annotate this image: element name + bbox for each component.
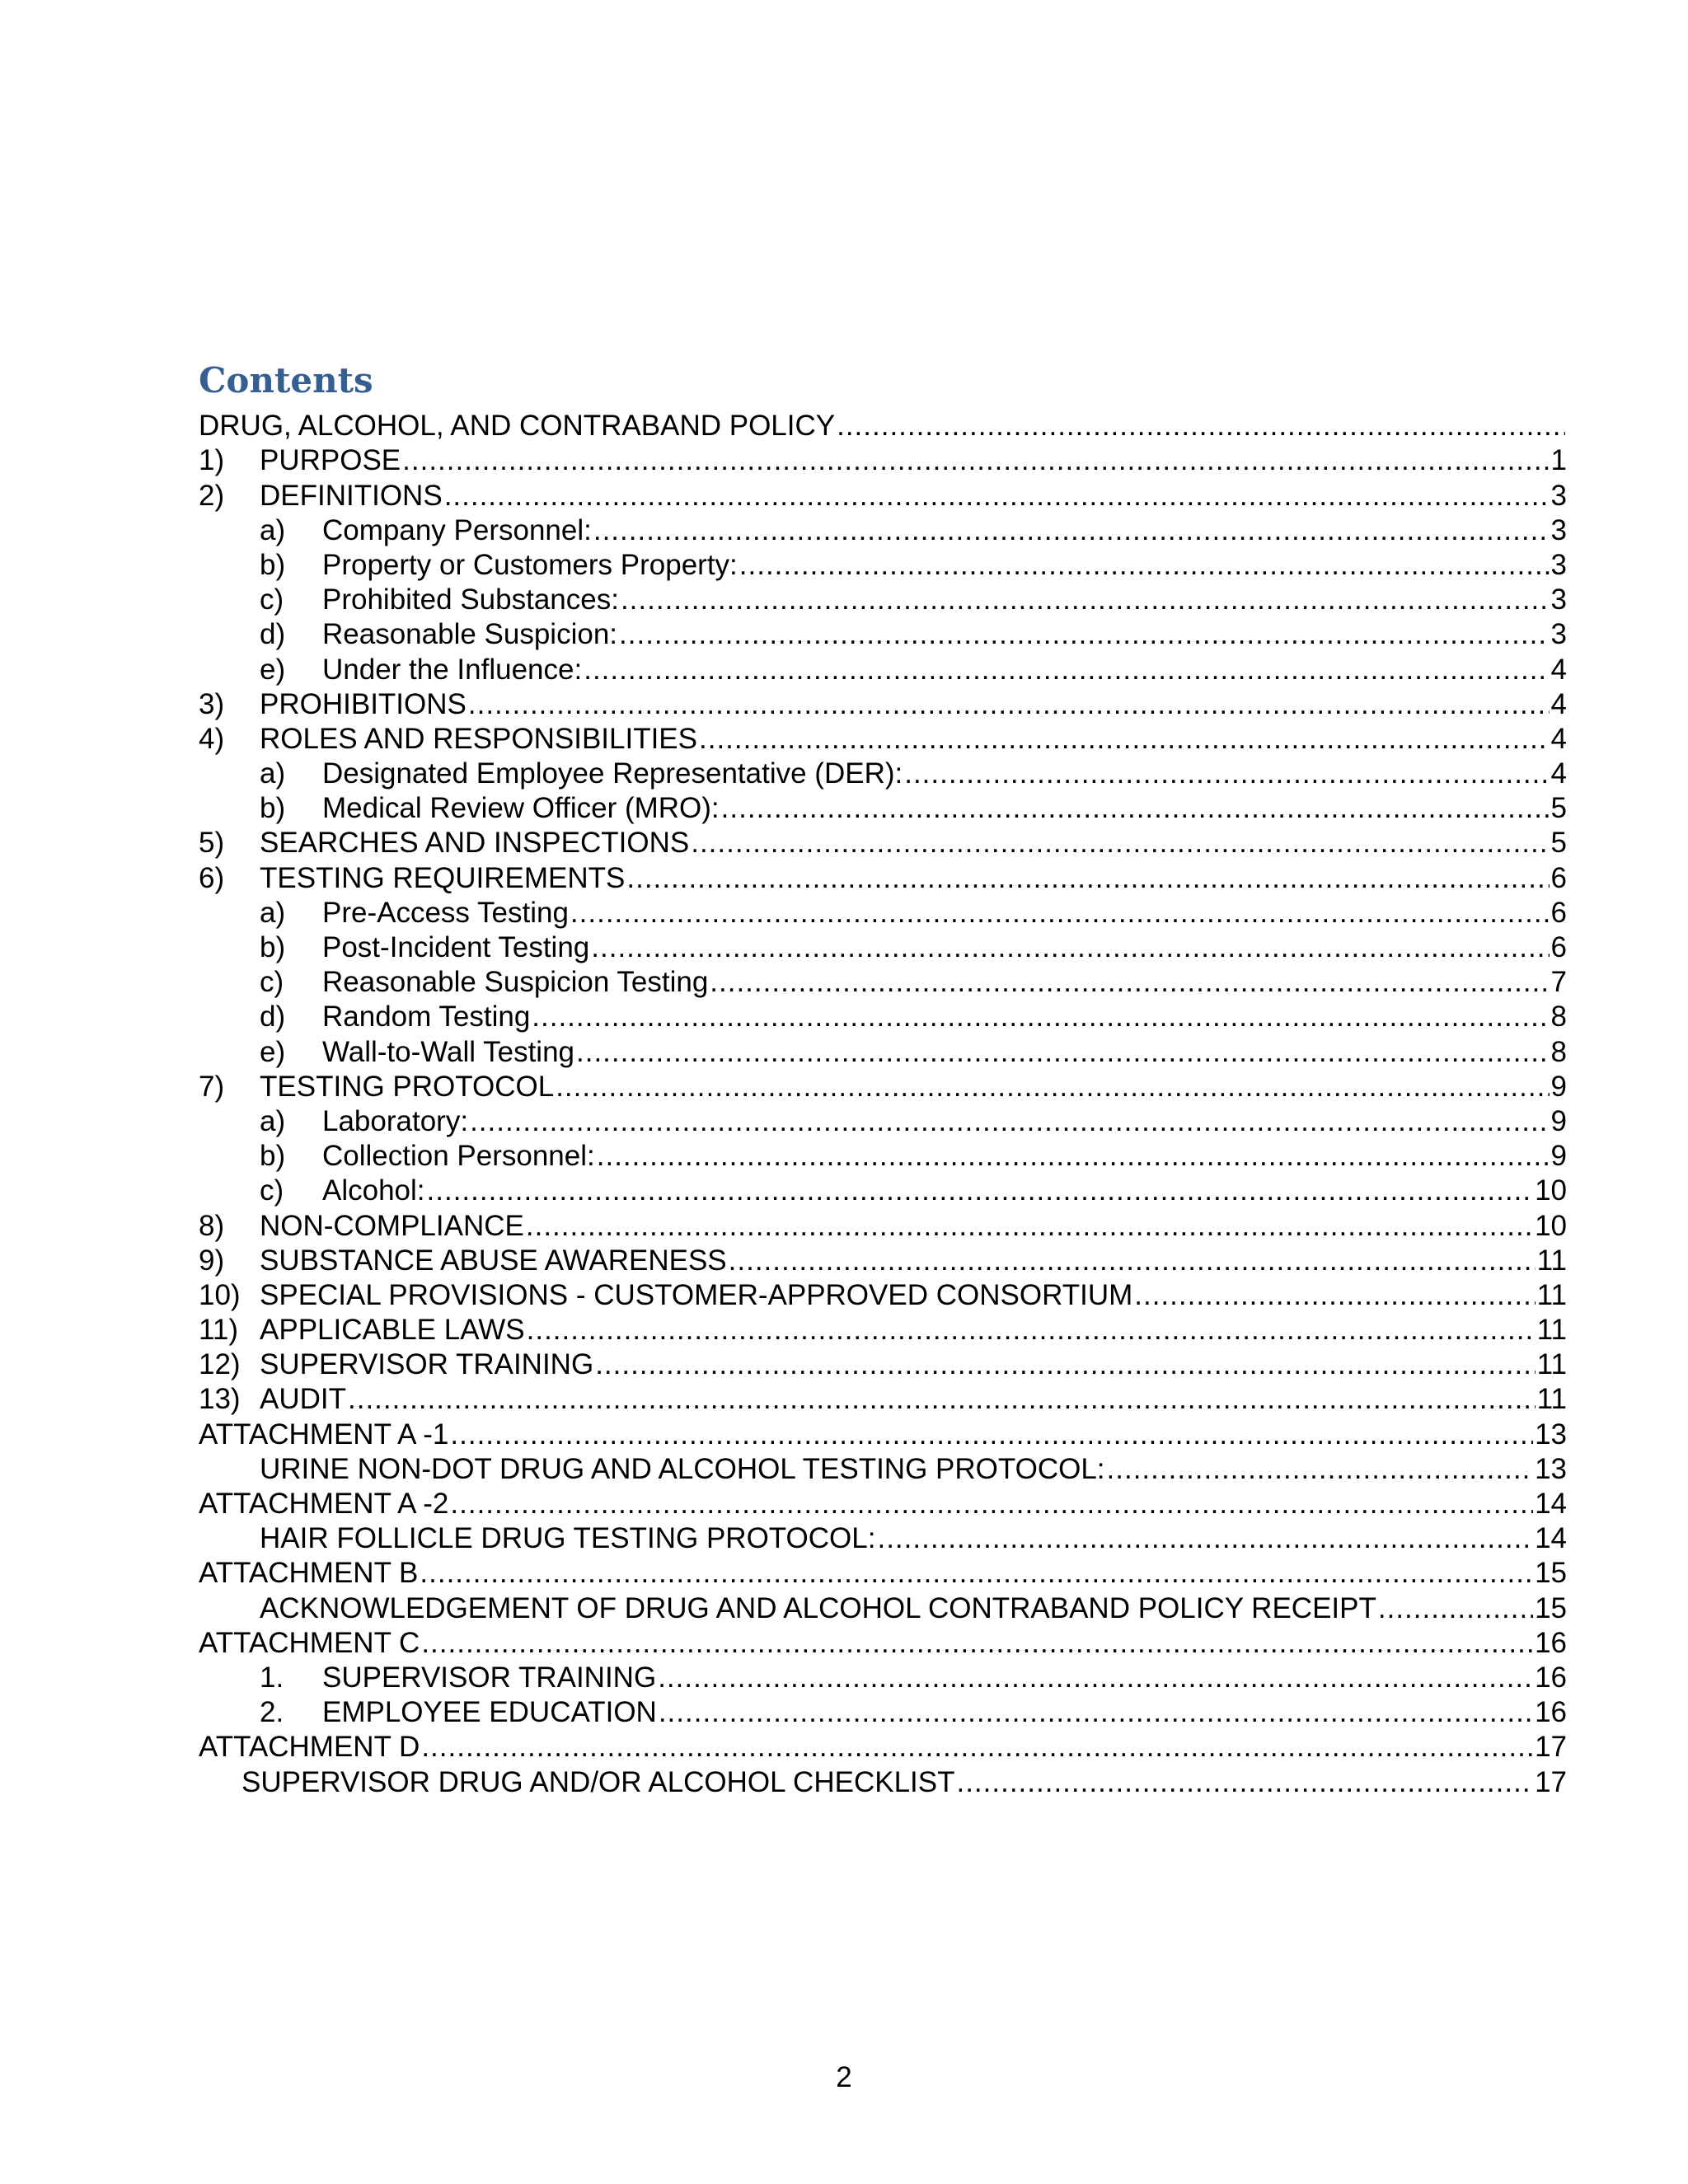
toc-entry-page-number: 13 bbox=[1535, 1418, 1567, 1451]
toc-entry-label: Random Testing bbox=[322, 1001, 531, 1033]
toc-dot-leader bbox=[584, 653, 1549, 687]
toc-entry-label: TESTING PROTOCOL bbox=[260, 1070, 555, 1103]
toc-entry-page-number: 8 bbox=[1550, 1001, 1567, 1033]
toc-dot-leader bbox=[527, 1313, 1536, 1347]
toc-dot-leader bbox=[348, 1382, 1536, 1417]
toc-entry-label: ATTACHMENT A -2 bbox=[199, 1488, 449, 1520]
toc-dot-leader bbox=[626, 861, 1549, 896]
toc-entry-number: e) bbox=[260, 1035, 286, 1068]
toc-entry[interactable] bbox=[199, 1347, 1567, 1382]
toc-entry-page-number: 16 bbox=[1535, 1626, 1567, 1659]
toc-entry-number: 3) bbox=[199, 687, 225, 720]
toc-dot-leader bbox=[691, 826, 1549, 860]
toc-entry[interactable] bbox=[199, 652, 1567, 687]
toc-entry[interactable] bbox=[199, 1521, 1567, 1556]
toc-entry-label: DEFINITIONS bbox=[260, 479, 443, 512]
toc-entry[interactable] bbox=[199, 1452, 1567, 1487]
toc-entry[interactable] bbox=[199, 1661, 1567, 1695]
toc-entry-label: ACKNOWLEDGEMENT OF DRUG AND ALCOHOL CONTRABAND POLICY RECEIPT bbox=[260, 1591, 1376, 1624]
toc-entry-number: 2) bbox=[199, 479, 225, 512]
toc-entry[interactable] bbox=[199, 1104, 1567, 1139]
toc-entry-label: Property or Customers Property: bbox=[322, 548, 738, 581]
toc-entry-page-number: 10 bbox=[1535, 1174, 1567, 1207]
toc-entry-number: d) bbox=[260, 618, 286, 651]
toc-entry-page-number: 5 bbox=[1550, 792, 1567, 825]
toc-entry-number: d) bbox=[260, 1001, 286, 1033]
toc-entry-page-number: 17 bbox=[1535, 1731, 1567, 1764]
toc-entry[interactable] bbox=[199, 1591, 1567, 1625]
toc-entry[interactable] bbox=[199, 791, 1567, 826]
toc-entry-number: a) bbox=[260, 757, 286, 790]
toc-entry-label: Pre-Access Testing bbox=[322, 896, 569, 929]
toc-entry-number: b) bbox=[260, 931, 286, 963]
toc-dot-leader bbox=[739, 548, 1550, 583]
toc-entry-label: ATTACHMENT A -1 bbox=[199, 1418, 449, 1451]
toc-entry-page-number: 3 bbox=[1550, 618, 1567, 651]
toc-entry-label: Reasonable Suspicion: bbox=[322, 618, 618, 651]
toc-entry[interactable] bbox=[199, 722, 1567, 757]
toc-entry-number: c) bbox=[260, 966, 284, 999]
table-of-contents bbox=[199, 409, 1567, 1800]
toc-dot-leader bbox=[450, 1487, 1533, 1521]
toc-entry-number: c) bbox=[260, 583, 284, 616]
toc-entry-page-number: 3 bbox=[1550, 513, 1567, 546]
toc-entry[interactable] bbox=[199, 860, 1567, 895]
toc-dot-leader bbox=[956, 1765, 1533, 1800]
toc-entry[interactable] bbox=[199, 617, 1567, 652]
toc-entry-page-number: 3 bbox=[1550, 583, 1567, 616]
toc-entry-number: 10) bbox=[199, 1278, 241, 1311]
toc-dot-leader bbox=[729, 1244, 1536, 1278]
toc-entry[interactable] bbox=[199, 1278, 1567, 1313]
toc-entry-number: 4) bbox=[199, 722, 225, 755]
toc-entry-page-number: 14 bbox=[1535, 1488, 1567, 1520]
toc-dot-leader bbox=[532, 1000, 1549, 1034]
toc-entry-label: SUPERVISOR TRAINING bbox=[322, 1661, 657, 1694]
toc-entry-label: ATTACHMENT C bbox=[199, 1626, 420, 1659]
toc-dot-leader bbox=[710, 965, 1549, 1000]
toc-entry-page-number: 13 bbox=[1535, 1452, 1567, 1485]
toc-entry-page-number: 17 bbox=[1535, 1765, 1567, 1798]
toc-entry[interactable] bbox=[199, 826, 1567, 860]
toc-entry[interactable] bbox=[199, 513, 1567, 548]
toc-entry[interactable] bbox=[199, 757, 1567, 791]
toc-entry[interactable] bbox=[199, 1139, 1567, 1174]
toc-entry-number: 11) bbox=[199, 1314, 238, 1347]
toc-entry-label: ATTACHMENT B bbox=[199, 1557, 419, 1590]
toc-heading: Contents bbox=[199, 360, 373, 401]
toc-dot-leader bbox=[556, 1070, 1549, 1104]
toc-entry[interactable] bbox=[199, 965, 1567, 1000]
toc-entry-page-number: 9 bbox=[1550, 1104, 1567, 1137]
toc-entry-number: 13) bbox=[199, 1383, 241, 1416]
toc-entry-page-number: 11 bbox=[1536, 1278, 1567, 1311]
toc-dot-leader bbox=[444, 479, 1550, 513]
toc-entry-number: c) bbox=[260, 1174, 284, 1207]
toc-entry-label: Laboratory: bbox=[322, 1104, 469, 1137]
toc-entry-page-number: 6 bbox=[1550, 931, 1567, 963]
toc-entry[interactable] bbox=[199, 583, 1567, 617]
toc-dot-leader bbox=[1134, 1278, 1535, 1313]
toc-entry-number: 5) bbox=[199, 827, 225, 860]
toc-entry-number: b) bbox=[260, 548, 286, 581]
toc-entry-number: a) bbox=[260, 513, 286, 546]
toc-entry-label: SPECIAL PROVISIONS - CUSTOMER-APPROVED CONSORTIUM bbox=[260, 1278, 1133, 1311]
toc-dot-leader bbox=[470, 1104, 1549, 1139]
toc-dot-leader bbox=[1107, 1452, 1534, 1487]
toc-entry[interactable] bbox=[199, 687, 1567, 722]
toc-dot-leader bbox=[427, 1174, 1534, 1208]
toc-entry-label: Collection Personnel: bbox=[322, 1140, 595, 1173]
toc-entry-number: b) bbox=[260, 792, 286, 825]
toc-entry-label: NON-COMPLIANCE bbox=[260, 1209, 524, 1242]
toc-entry-page-number: 3 bbox=[1550, 479, 1567, 512]
toc-entry[interactable] bbox=[199, 1695, 1567, 1730]
toc-dot-leader bbox=[570, 896, 1550, 930]
toc-entry-page-number: 14 bbox=[1535, 1522, 1567, 1555]
toc-entry-label: Wall-to-Wall Testing bbox=[322, 1035, 574, 1068]
toc-entry-page-number: 4 bbox=[1550, 757, 1567, 790]
toc-entry-page-number: 16 bbox=[1535, 1661, 1567, 1694]
toc-entry-page-number: 15 bbox=[1535, 1591, 1567, 1624]
toc-entry-page-number: 15 bbox=[1535, 1557, 1567, 1590]
toc-entry-label: SEARCHES AND INSPECTIONS bbox=[260, 827, 690, 860]
toc-entry-label: APPLICABLE LAWS bbox=[260, 1314, 525, 1347]
toc-dot-leader bbox=[593, 513, 1550, 548]
toc-entry-page-number: 4 bbox=[1550, 722, 1567, 755]
toc-dot-leader bbox=[591, 930, 1549, 965]
toc-entry-number: a) bbox=[260, 1104, 286, 1137]
toc-entry-label: Prohibited Substances: bbox=[322, 583, 619, 616]
toc-entry[interactable] bbox=[199, 1070, 1567, 1104]
toc-entry-number: 2. bbox=[260, 1696, 284, 1729]
toc-entry-label: AUDIT bbox=[260, 1383, 346, 1416]
toc-entry-label: ROLES AND RESPONSIBILITIES bbox=[260, 722, 697, 755]
toc-entry-label: HAIR FOLLICLE DRUG TESTING PROTOCOL: bbox=[260, 1522, 876, 1555]
toc-dot-leader bbox=[576, 1035, 1550, 1070]
toc-entry[interactable] bbox=[199, 409, 1567, 443]
toc-entry[interactable] bbox=[199, 1417, 1567, 1451]
toc-entry-label: Company Personnel: bbox=[322, 513, 592, 546]
toc-entry-number: 12) bbox=[199, 1348, 241, 1381]
toc-entry-page-number: 8 bbox=[1550, 1035, 1567, 1068]
toc-dot-leader bbox=[597, 1139, 1550, 1174]
toc-entry[interactable] bbox=[199, 1487, 1567, 1521]
toc-dot-leader bbox=[450, 1418, 1533, 1452]
toc-entry-page-number: 10 bbox=[1535, 1209, 1567, 1242]
toc-dot-leader bbox=[402, 443, 1549, 478]
toc-entry-number: 1) bbox=[199, 444, 225, 477]
toc-entry-label: Designated Employee Representative (DER): bbox=[322, 757, 903, 790]
page-number: 2 bbox=[836, 2061, 852, 2093]
toc-entry-label: Under the Influence: bbox=[322, 653, 583, 686]
toc-entry-page-number: 7 bbox=[1550, 966, 1567, 999]
toc-entry-page-number: 11 bbox=[1536, 1314, 1567, 1347]
toc-entry-page-number: 3 bbox=[1550, 548, 1567, 581]
toc-entry[interactable] bbox=[199, 1208, 1567, 1243]
toc-dot-leader bbox=[658, 1661, 1533, 1695]
toc-entry-number: 7) bbox=[199, 1070, 225, 1103]
toc-entry-label: SUPERVISOR TRAINING bbox=[260, 1348, 594, 1381]
toc-entry-label: Alcohol: bbox=[322, 1174, 425, 1207]
toc-dot-leader bbox=[721, 791, 1550, 826]
toc-entry[interactable] bbox=[199, 478, 1567, 513]
toc-entry-page-number: 9 bbox=[1550, 1140, 1567, 1173]
toc-entry[interactable] bbox=[199, 1382, 1567, 1417]
toc-entry[interactable] bbox=[199, 1730, 1567, 1765]
toc-entry[interactable] bbox=[199, 1313, 1567, 1347]
toc-entry-page-number: 1 bbox=[1550, 444, 1567, 477]
toc-entry-label: SUPERVISOR DRUG AND/OR ALCOHOL CHECKLIST bbox=[241, 1765, 955, 1798]
toc-entry[interactable] bbox=[199, 1174, 1567, 1208]
toc-dot-leader bbox=[526, 1209, 1533, 1244]
toc-dot-leader bbox=[699, 722, 1550, 757]
toc-dot-leader bbox=[837, 409, 1565, 443]
toc-entry[interactable] bbox=[199, 896, 1567, 930]
toc-entry-number: a) bbox=[260, 896, 286, 929]
toc-dot-leader bbox=[421, 1730, 1533, 1765]
toc-entry[interactable] bbox=[199, 930, 1567, 965]
toc-entry-page-number: 9 bbox=[1550, 1070, 1567, 1103]
toc-dot-leader bbox=[904, 757, 1549, 791]
toc-entry-page-number: 5 bbox=[1550, 827, 1567, 860]
toc-entry-label: DRUG, ALCOHOL, AND CONTRABAND POLICY bbox=[199, 410, 836, 443]
toc-entry-label: Reasonable Suspicion Testing bbox=[322, 966, 709, 999]
toc-dot-leader bbox=[1378, 1591, 1533, 1626]
toc-entry[interactable] bbox=[199, 443, 1567, 478]
toc-entry-page-number: 11 bbox=[1536, 1244, 1567, 1277]
toc-dot-leader bbox=[877, 1521, 1533, 1556]
toc-entry-number: 6) bbox=[199, 861, 225, 894]
toc-entry-label: Post-Incident Testing bbox=[322, 931, 590, 963]
toc-entry-number: 1. bbox=[260, 1661, 284, 1694]
toc-dot-leader bbox=[421, 1626, 1533, 1661]
toc-entry-number: e) bbox=[260, 653, 286, 686]
toc-dot-leader bbox=[619, 617, 1550, 652]
toc-entry-page-number: 4 bbox=[1550, 653, 1567, 686]
toc-entry[interactable] bbox=[199, 1000, 1567, 1034]
toc-entry-page-number: 6 bbox=[1550, 861, 1567, 894]
toc-entry-number: 8) bbox=[199, 1209, 225, 1242]
toc-entry-number: 9) bbox=[199, 1244, 225, 1277]
toc-entry[interactable] bbox=[199, 1244, 1567, 1278]
toc-dot-leader bbox=[621, 583, 1550, 617]
toc-entry[interactable] bbox=[199, 1556, 1567, 1591]
toc-entry-page-number: 11 bbox=[1536, 1348, 1567, 1381]
toc-entry[interactable] bbox=[199, 548, 1567, 583]
toc-entry-label: PURPOSE bbox=[260, 444, 401, 477]
toc-entry[interactable] bbox=[199, 1034, 1567, 1069]
toc-entry-label: TESTING REQUIREMENTS bbox=[260, 861, 626, 894]
toc-entry-page-number: 6 bbox=[1550, 896, 1567, 929]
toc-dot-leader bbox=[659, 1695, 1533, 1730]
toc-entry-page-number: 4 bbox=[1550, 687, 1567, 720]
toc-entry-label: ATTACHMENT D bbox=[199, 1731, 420, 1764]
toc-dot-leader bbox=[468, 687, 1550, 722]
toc-entry[interactable] bbox=[199, 1765, 1567, 1799]
toc-entry-label: Medical Review Officer (MRO): bbox=[322, 792, 720, 825]
toc-entry-label: URINE NON-DOT DRUG AND ALCOHOL TESTING PROTOCOL: bbox=[260, 1452, 1105, 1485]
toc-dot-leader bbox=[420, 1556, 1533, 1591]
toc-entry-label: SUBSTANCE ABUSE AWARENESS bbox=[260, 1244, 727, 1277]
toc-entry-number: b) bbox=[260, 1140, 286, 1173]
toc-entry-page-number: 11 bbox=[1536, 1383, 1567, 1416]
toc-dot-leader bbox=[595, 1347, 1535, 1382]
toc-entry-label: EMPLOYEE EDUCATION bbox=[322, 1696, 657, 1729]
toc-entry[interactable] bbox=[199, 1626, 1567, 1661]
toc-entry-label: PROHIBITIONS bbox=[260, 687, 467, 720]
toc-entry-page-number: 16 bbox=[1535, 1696, 1567, 1729]
